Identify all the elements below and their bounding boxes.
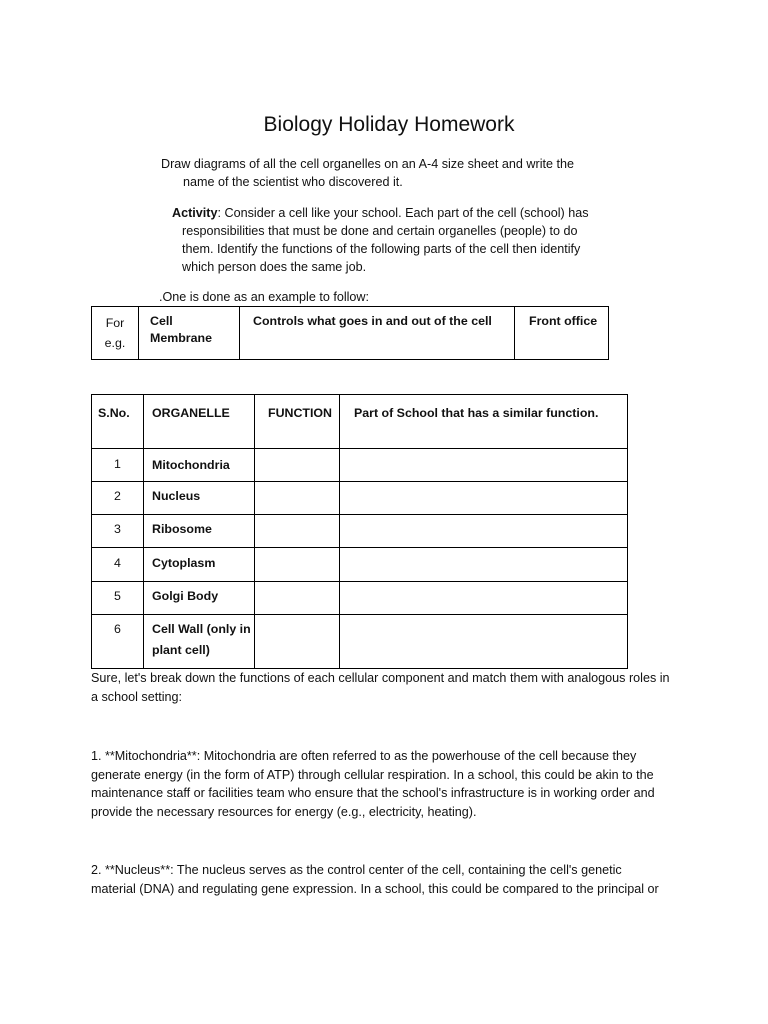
- row-function-blank[interactable]: [255, 515, 340, 548]
- answer-line: maintenance staff or facilities team who ensure that the school's infrastructure is in working order and: [91, 786, 655, 800]
- row-sno: 1: [92, 449, 144, 482]
- table-row: [92, 515, 628, 548]
- header-function: FUNCTION: [255, 395, 340, 449]
- row-sno: 5: [92, 582, 144, 615]
- example-label: e.g.: [104, 336, 126, 350]
- example-table: [91, 306, 609, 360]
- intro-line: name of the scientist who discovered it.: [183, 175, 403, 189]
- row-function-blank[interactable]: [255, 582, 340, 615]
- table-header-row: [92, 395, 628, 449]
- answer-line: material (DNA) and regulating gene expression. In a school, this could be compared to the principal or: [91, 881, 659, 896]
- row-function-blank[interactable]: [255, 449, 340, 482]
- row-school-blank[interactable]: [340, 515, 628, 548]
- example-note: .One is done as an example to follow:: [159, 290, 370, 304]
- example-function-cell: [240, 307, 515, 360]
- row-organelle: Cell Wall (only in plant cell): [144, 615, 255, 669]
- answer-paragraph-mitochondria: [91, 747, 655, 821]
- row-school-blank[interactable]: [340, 548, 628, 582]
- row-organelle: Ribosome: [144, 515, 255, 548]
- row-function-blank[interactable]: [255, 615, 340, 669]
- answer-line: Sure, let's break down the functions of each cellular component and match them with analogous roles in: [91, 671, 670, 685]
- row-organelle: Golgi Body: [144, 582, 255, 615]
- answer-line: 2. **Nucleus**: The nucleus serves as the control center of the cell, containing the cell's genetic: [91, 863, 622, 877]
- example-organelle-cell: [139, 307, 240, 360]
- header-school-part: Part of School that has a similar function.: [340, 395, 628, 449]
- organelle-table: [91, 394, 628, 669]
- answer-line: a school setting:: [91, 689, 183, 704]
- page-title: Biology Holiday Homework: [263, 113, 515, 136]
- table-row: [92, 482, 628, 515]
- table-row: [92, 548, 628, 582]
- example-school-cell: [515, 307, 609, 360]
- example-label-cell: [92, 307, 139, 360]
- row-sno: 6: [92, 615, 144, 669]
- row-school-blank[interactable]: [340, 615, 628, 669]
- activity-line: [172, 204, 589, 222]
- row-sno: 2: [92, 482, 144, 515]
- row-function-blank[interactable]: [255, 548, 340, 582]
- table-row: [92, 449, 628, 482]
- table-row: [92, 615, 628, 669]
- row-organelle: Nucleus: [144, 482, 255, 515]
- example-organelle: Membrane: [150, 331, 212, 345]
- answer-line: 1. **Mitochondria**: Mitochondria are often referred to as the powerhouse of the cell because they: [91, 749, 637, 763]
- intro-paragraph: [161, 155, 574, 191]
- answer-paragraph-nucleus: [91, 861, 659, 898]
- header-organelle: ORGANELLE: [144, 395, 255, 449]
- activity-paragraph: [172, 204, 589, 276]
- row-organelle: Cytoplasm: [144, 548, 255, 582]
- activity-line: responsibilities that must be done and certain organelles (people) to do: [182, 224, 578, 238]
- row-function-blank[interactable]: [255, 482, 340, 515]
- row-organelle: Mitochondria: [144, 449, 255, 482]
- header-sno: S.No.: [92, 395, 144, 449]
- example-function: Controls what goes in and out of the cell: [253, 314, 492, 328]
- row-sno: 3: [92, 515, 144, 548]
- example-organelle: Cell: [150, 314, 173, 328]
- answer-line: provide the necessary resources for energy (e.g., electricity, heating).: [91, 804, 477, 819]
- activity-text: : Consider a cell like your school. Each part of the cell (school) has: [217, 206, 589, 220]
- example-label: For: [105, 316, 125, 330]
- row-school-blank[interactable]: [340, 482, 628, 515]
- answer-line: generate energy (in the form of ATP) through cellular respiration. In a school, this could be akin to the: [91, 767, 654, 782]
- answer-intro: [91, 669, 670, 706]
- intro-line: Draw diagrams of all the cell organelles on an A-4 size sheet and write the: [161, 157, 575, 171]
- row-school-blank[interactable]: [340, 582, 628, 615]
- row-sno: 4: [92, 548, 144, 582]
- row-school-blank[interactable]: [340, 449, 628, 482]
- activity-line: which person does the same job.: [182, 260, 367, 274]
- table-row: [92, 307, 609, 360]
- example-school-part: Front office: [529, 314, 598, 328]
- activity-line: them. Identify the functions of the following parts of the cell then identify: [182, 242, 581, 256]
- activity-label: Activity: [172, 206, 218, 220]
- table-row: [92, 582, 628, 615]
